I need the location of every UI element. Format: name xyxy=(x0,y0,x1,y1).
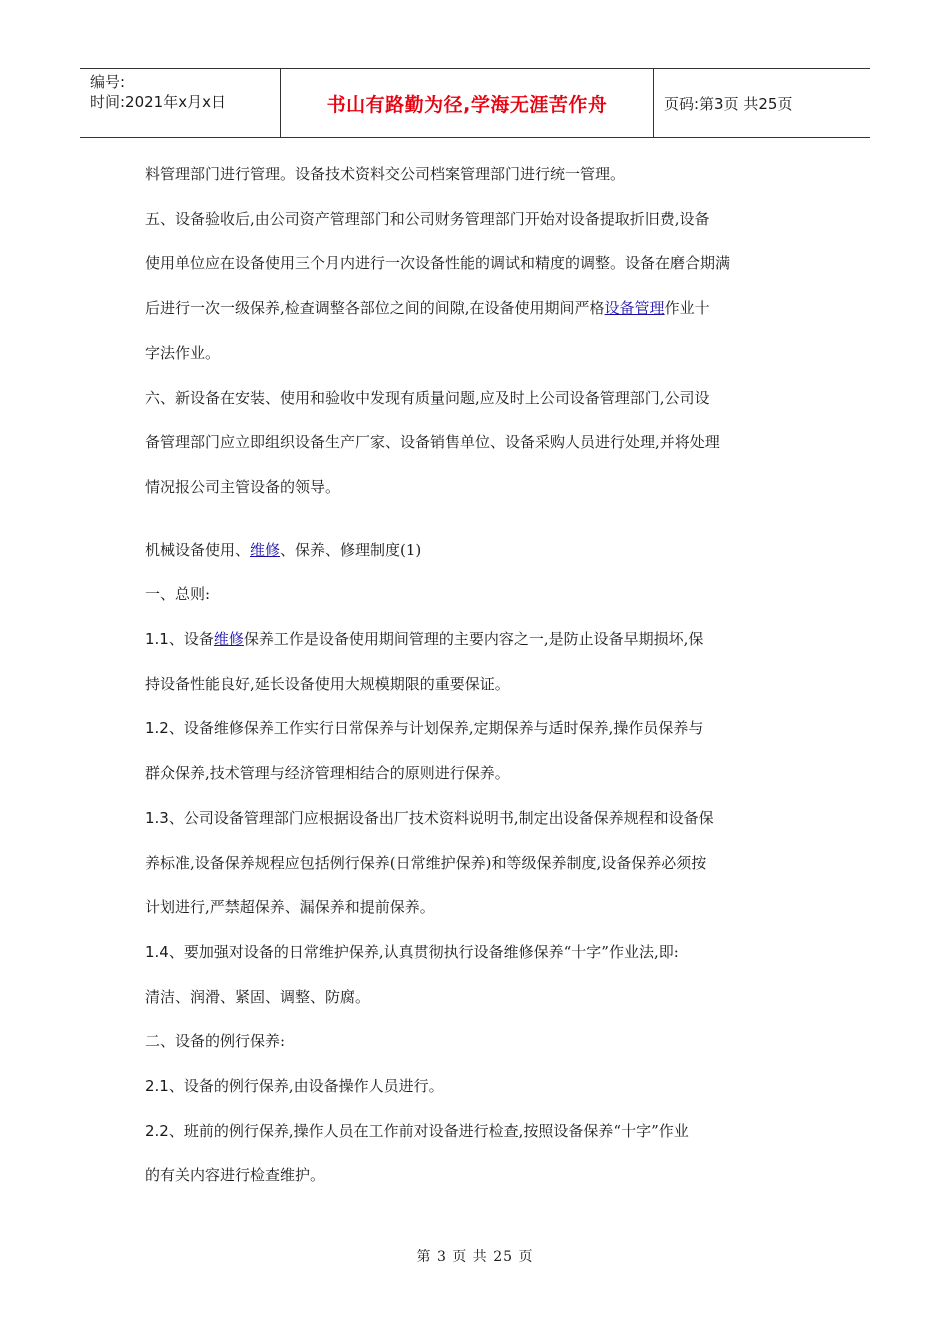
document-date: 时间:2021年x月x日 xyxy=(90,93,226,111)
paragraph-line: 情况报公司主管设备的领导。 xyxy=(145,477,341,496)
paragraph-line: 计划进行,严禁超保养、漏保养和提前保养。 xyxy=(145,898,435,917)
paragraph-line xyxy=(145,796,805,841)
text-run: 、设备 xyxy=(168,630,214,649)
item-number: 1.2 xyxy=(145,719,169,738)
equipment-management-link[interactable]: 设备管理 xyxy=(604,299,665,318)
paragraph-line: 清洁、润滑、紧固、调整、防腐。 xyxy=(145,987,371,1006)
document-body xyxy=(145,152,805,1198)
section-heading-routine: 二、设备的例行保养: xyxy=(145,1032,286,1051)
paragraph-line: 的有关内容进行检查维护。 xyxy=(145,1166,326,1185)
paragraph-line: 字法作业。 xyxy=(145,343,221,362)
paragraph-line: 六、新设备在安装、使用和验收中发现有质量问题,应及时上公司设备管理部门,公司设 xyxy=(145,388,710,407)
paragraph-line xyxy=(145,706,805,751)
paragraph-line: 五、设备验收后,由公司资产管理部门和公司财务管理部门开始对设备提取折旧费,设备 xyxy=(145,209,710,228)
maintenance-link[interactable]: 维修 xyxy=(213,630,244,649)
text-run: 保养工作是设备使用期间管理的主要内容之一,是防止设备早期损坏,保 xyxy=(243,630,704,649)
document-number-label: 编号: xyxy=(90,73,126,91)
text-run: 、保养、修理制度(1) xyxy=(280,540,422,559)
paragraph-line xyxy=(145,286,805,331)
text-run: 、班前的例行保养,操作人员在工作前对设备进行检查,按照设备保养“十字”作业 xyxy=(168,1121,689,1140)
paragraph-line: 使用单位应在设备使用三个月内进行一次设备性能的调试和精度的调整。设备在磨合期满 xyxy=(145,254,731,273)
text-run: 、设备维修保养工作实行日常保养与计划保养,定期保养与适时保养,操作员保养与 xyxy=(168,719,704,738)
paragraph-line: 持设备性能良好,延长设备使用大规模期限的重要保证。 xyxy=(145,674,510,693)
header-motto: 书山有路勤为径,学海无涯苦作舟 xyxy=(281,69,654,137)
text-run: 机械设备使用、 xyxy=(145,540,251,559)
paragraph-line xyxy=(145,1064,805,1109)
text-run: 作业十 xyxy=(664,299,710,318)
paragraph-line xyxy=(145,1109,805,1154)
paragraph-line: 备管理部门应立即组织设备生产厂家、设备销售单位、设备采购人员进行处理,并将处理 xyxy=(145,433,720,452)
section-title xyxy=(145,528,805,573)
text-run: 、公司设备管理部门应根据设备出厂技术资料说明书,制定出设备保养规程和设备保 xyxy=(168,808,714,827)
header-meta xyxy=(80,69,281,137)
paragraph-line: 养标准,设备保养规程应包括例行保养(日常维护保养)和等级保养制度,设备保养必须按 xyxy=(145,853,707,872)
item-number: 1.1 xyxy=(145,630,169,649)
maintenance-link[interactable]: 维修 xyxy=(250,540,281,559)
paragraph-line: 群众保养,技术管理与经济管理相结合的原则进行保养。 xyxy=(145,764,510,783)
header-page-info: 页码:第3页 共25页 xyxy=(664,94,793,113)
page-header xyxy=(80,68,870,138)
page-footer: 第 3 页 共 25 页 xyxy=(416,1249,534,1265)
section-heading-general: 一、总则: xyxy=(145,585,211,604)
item-number: 2.1 xyxy=(145,1077,169,1096)
item-number: 1.3 xyxy=(145,808,169,827)
text-run: 、设备的例行保养,由设备操作人员进行。 xyxy=(168,1077,444,1096)
text-run: 、要加强对设备的日常维护保养,认真贯彻执行设备维修保养“十字”作业法,即: xyxy=(168,942,679,961)
paragraph-line xyxy=(145,617,805,662)
item-number: 1.4 xyxy=(145,942,169,961)
text-run: 后进行一次一级保养,检查调整各部位之间的间隙,在设备使用期间严格 xyxy=(145,299,605,318)
paragraph-line xyxy=(145,930,805,975)
item-number: 2.2 xyxy=(145,1121,169,1140)
paragraph-line: 料管理部门进行管理。设备技术资料交公司档案管理部门进行统一管理。 xyxy=(145,165,626,183)
